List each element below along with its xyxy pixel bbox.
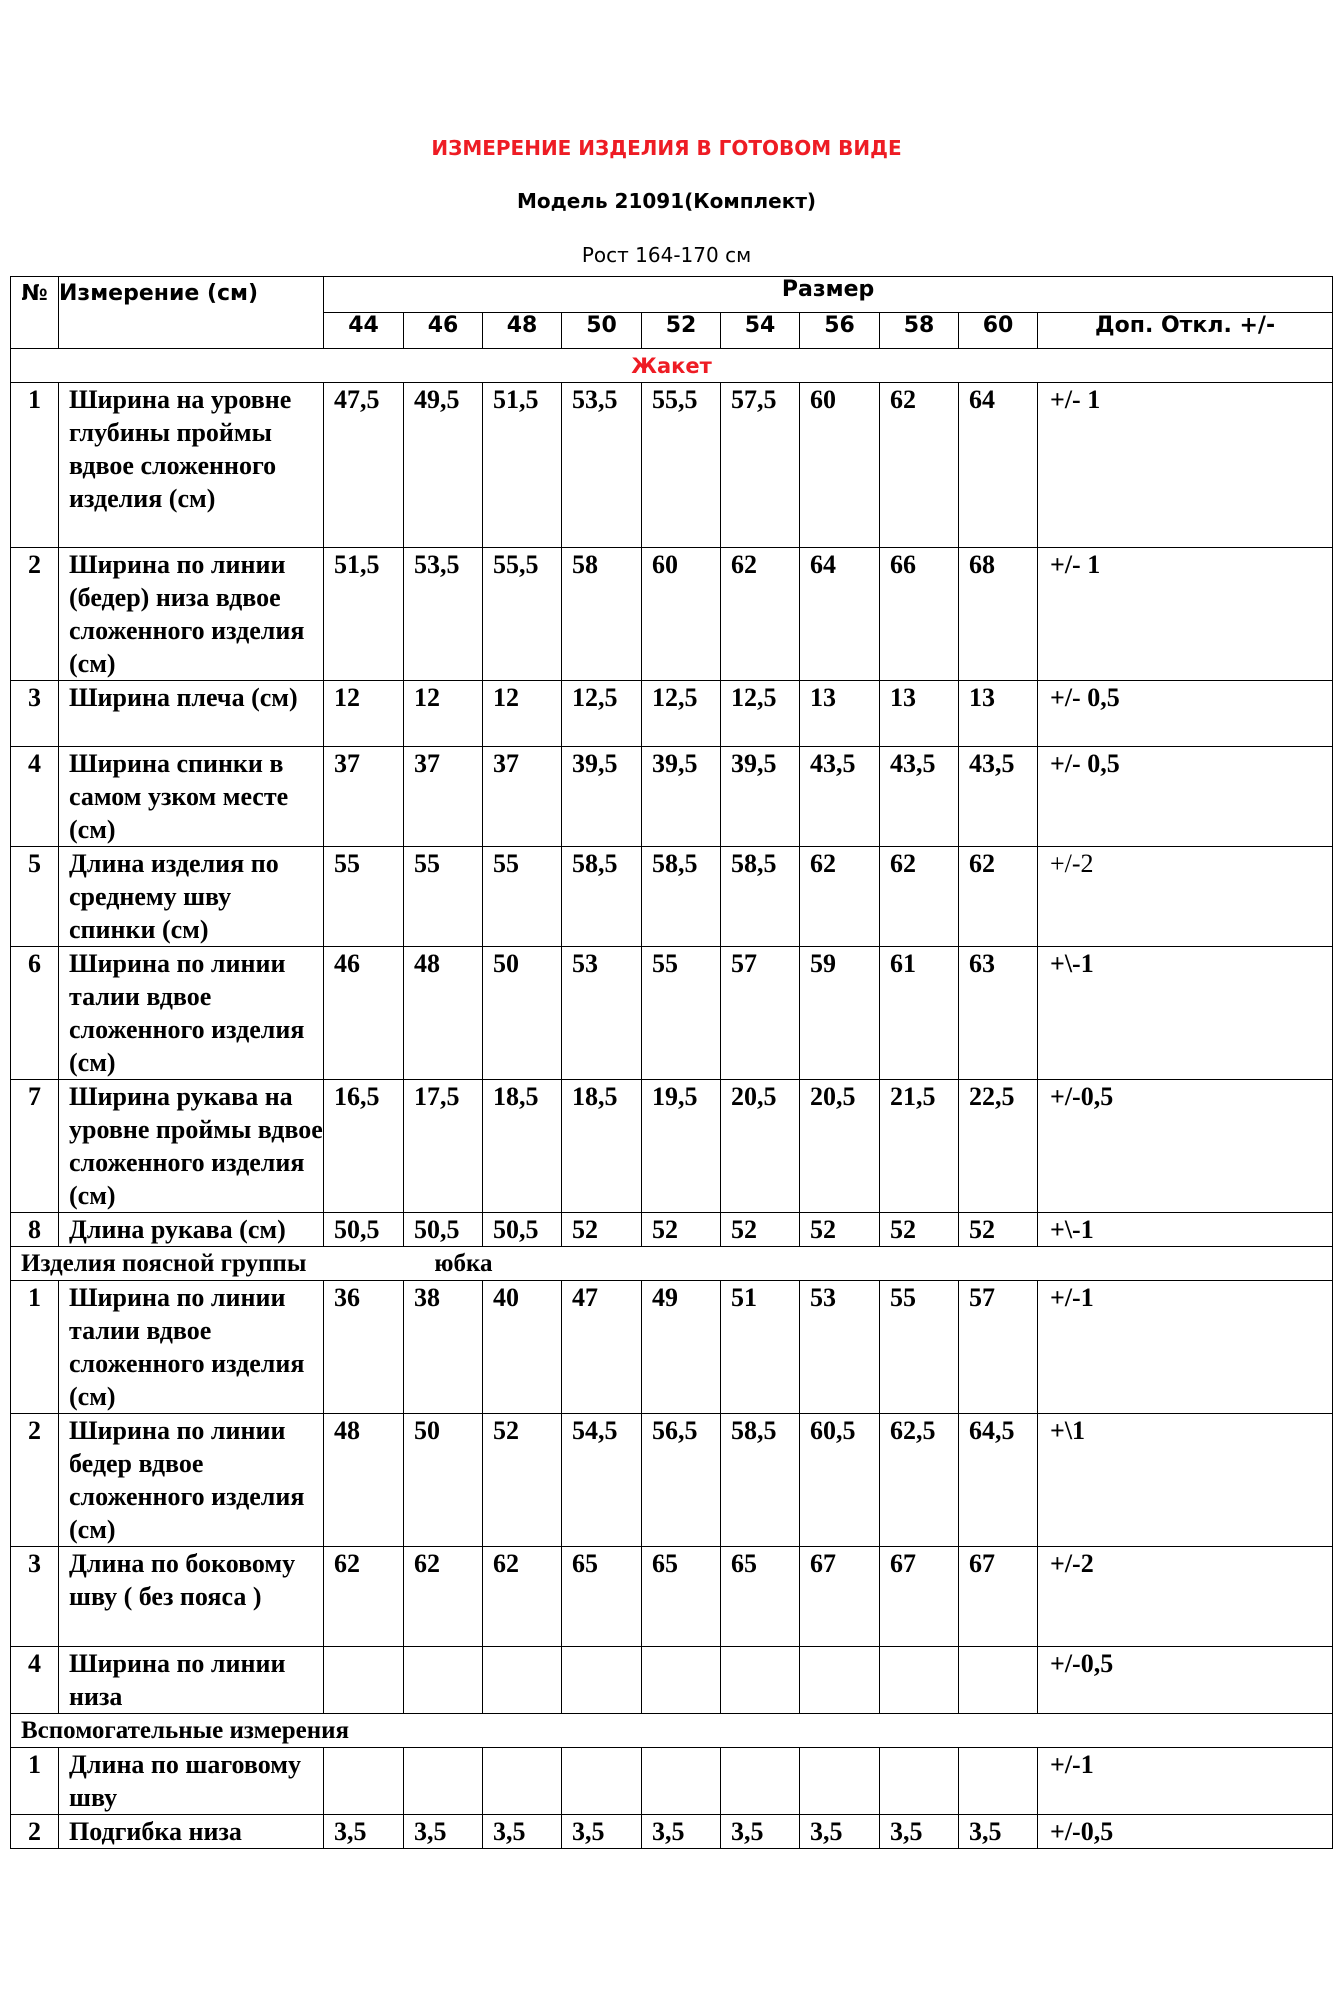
table-row <box>11 1080 1333 1213</box>
row-measurement: Длина по боковому шву ( без пояса ) <box>59 1547 324 1647</box>
row-measurement: Ширина по линии бедер вдвое сложенного изделия (см) <box>59 1414 324 1547</box>
row-measurement: Ширина спинки в самом узком месте (см) <box>59 747 324 847</box>
row-value-size-46: 53,5 <box>404 548 483 681</box>
row-value-size-52: 3,5 <box>642 1815 721 1849</box>
row-value-size-44: 62 <box>324 1547 404 1647</box>
row-value-size-52: 12,5 <box>642 681 721 747</box>
row-value-size-58: 3,5 <box>880 1815 959 1849</box>
row-value-size-46: 12 <box>404 681 483 747</box>
row-value-size-48: 50,5 <box>483 1213 562 1247</box>
row-value-size-50: 54,5 <box>562 1414 642 1547</box>
row-value-size-56: 43,5 <box>800 747 880 847</box>
row-value-size-60: 22,5 <box>959 1080 1038 1213</box>
row-number: 8 <box>11 1213 59 1247</box>
row-value-size-46 <box>404 1748 483 1815</box>
row-value-size-52: 52 <box>642 1213 721 1247</box>
row-value-size-44: 51,5 <box>324 548 404 681</box>
section-row <box>11 1247 1333 1281</box>
row-tolerance: +/-1 <box>1038 1748 1333 1815</box>
row-value-size-48: 3,5 <box>483 1815 562 1849</box>
row-value-size-54: 20,5 <box>721 1080 800 1213</box>
row-value-size-58: 62 <box>880 383 959 548</box>
row-tolerance: +/-2 <box>1038 847 1333 947</box>
row-value-size-60: 64 <box>959 383 1038 548</box>
row-number: 2 <box>11 1414 59 1547</box>
row-value-size-48: 40 <box>483 1281 562 1414</box>
row-value-size-52 <box>642 1748 721 1815</box>
row-value-size-50: 47 <box>562 1281 642 1414</box>
section-row <box>11 349 1333 383</box>
row-value-size-54 <box>721 1647 800 1714</box>
row-value-size-46: 49,5 <box>404 383 483 548</box>
row-value-size-48 <box>483 1647 562 1714</box>
row-value-size-58 <box>880 1748 959 1815</box>
row-value-size-58: 55 <box>880 1281 959 1414</box>
header-size-56: 56 <box>800 313 880 349</box>
row-value-size-60: 67 <box>959 1547 1038 1647</box>
row-value-size-58: 21,5 <box>880 1080 959 1213</box>
row-value-size-52: 19,5 <box>642 1080 721 1213</box>
row-value-size-44: 12 <box>324 681 404 747</box>
section-title <box>11 1714 1333 1748</box>
row-tolerance: +/- 0,5 <box>1038 681 1333 747</box>
row-value-size-56: 67 <box>800 1547 880 1647</box>
row-tolerance: +/- 0,5 <box>1038 747 1333 847</box>
table-row <box>11 1547 1333 1647</box>
header-number: № <box>11 277 59 349</box>
row-tolerance: +/- 1 <box>1038 548 1333 681</box>
row-value-size-50: 53 <box>562 947 642 1080</box>
section-title <box>11 1247 1333 1281</box>
row-value-size-58: 62 <box>880 847 959 947</box>
row-tolerance: +/-0,5 <box>1038 1080 1333 1213</box>
table-row <box>11 1815 1333 1849</box>
header-size-48: 48 <box>483 313 562 349</box>
measurement-table <box>10 276 1333 1849</box>
row-value-size-60 <box>959 1748 1038 1815</box>
row-value-size-52 <box>642 1647 721 1714</box>
row-value-size-48: 62 <box>483 1547 562 1647</box>
row-value-size-56: 53 <box>800 1281 880 1414</box>
table-row <box>11 847 1333 947</box>
document-title: ИЗМЕРЕНИЕ ИЗДЕЛИЯ В ГОТОВОМ ВИДЕ <box>431 136 902 160</box>
section-title: Жакет <box>11 349 1333 383</box>
row-value-size-46 <box>404 1647 483 1714</box>
row-value-size-56: 60,5 <box>800 1414 880 1547</box>
row-number: 2 <box>11 1815 59 1849</box>
header-size-46: 46 <box>404 313 483 349</box>
table-row <box>11 1213 1333 1247</box>
row-value-size-48: 55,5 <box>483 548 562 681</box>
row-value-size-46: 55 <box>404 847 483 947</box>
row-value-size-60 <box>959 1647 1038 1714</box>
row-value-size-44: 55 <box>324 847 404 947</box>
row-value-size-58: 62,5 <box>880 1414 959 1547</box>
table-row <box>11 1647 1333 1714</box>
row-value-size-58: 13 <box>880 681 959 747</box>
row-value-size-48 <box>483 1748 562 1815</box>
row-measurement: Ширина по линии талии вдвое сложенного изделия (см) <box>59 947 324 1080</box>
table-row <box>11 747 1333 847</box>
row-tolerance: +/-0,5 <box>1038 1647 1333 1714</box>
row-value-size-50: 53,5 <box>562 383 642 548</box>
row-measurement: Подгибка низа <box>59 1815 324 1849</box>
row-value-size-52: 39,5 <box>642 747 721 847</box>
row-value-size-46: 50,5 <box>404 1213 483 1247</box>
row-measurement: Длина изделия по среднему шву спинки (см) <box>59 847 324 947</box>
row-value-size-52: 49 <box>642 1281 721 1414</box>
row-value-size-56: 64 <box>800 548 880 681</box>
row-value-size-44: 16,5 <box>324 1080 404 1213</box>
header-measurement: Измерение (см) <box>59 277 324 349</box>
row-measurement: Ширина по линии талии вдвое сложенного изделия (см) <box>59 1281 324 1414</box>
row-value-size-48: 37 <box>483 747 562 847</box>
row-value-size-56: 3,5 <box>800 1815 880 1849</box>
row-value-size-48: 50 <box>483 947 562 1080</box>
header-size-50: 50 <box>562 313 642 349</box>
row-value-size-58: 61 <box>880 947 959 1080</box>
row-value-size-46: 37 <box>404 747 483 847</box>
row-value-size-44 <box>324 1748 404 1815</box>
row-value-size-48: 12 <box>483 681 562 747</box>
row-number: 1 <box>11 383 59 548</box>
row-tolerance: +\1 <box>1038 1414 1333 1547</box>
row-tolerance: +/-2 <box>1038 1547 1333 1647</box>
row-number: 3 <box>11 1547 59 1647</box>
row-value-size-60: 52 <box>959 1213 1038 1247</box>
row-value-size-54: 51 <box>721 1281 800 1414</box>
row-value-size-50: 18,5 <box>562 1080 642 1213</box>
height-label: Рост 164-170 см <box>581 243 752 267</box>
row-value-size-48: 51,5 <box>483 383 562 548</box>
table-row <box>11 548 1333 681</box>
row-value-size-56: 60 <box>800 383 880 548</box>
section-title-text: Вспомогательные измерения <box>21 1716 350 1744</box>
row-value-size-44 <box>324 1647 404 1714</box>
row-measurement: Ширина рукава на уровне проймы вдвое сложенного изделия (см) <box>59 1080 324 1213</box>
row-measurement: Длина рукава (см) <box>59 1213 324 1247</box>
row-measurement: Ширина по линии (бедер) низа вдвое сложенного изделия (см) <box>59 548 324 681</box>
row-number: 5 <box>11 847 59 947</box>
row-number: 2 <box>11 548 59 681</box>
section-row <box>11 1714 1333 1748</box>
row-value-size-46: 48 <box>404 947 483 1080</box>
row-number: 1 <box>11 1748 59 1815</box>
row-value-size-56 <box>800 1647 880 1714</box>
row-tolerance: +\-1 <box>1038 1213 1333 1247</box>
row-value-size-46: 62 <box>404 1547 483 1647</box>
row-value-size-54: 58,5 <box>721 1414 800 1547</box>
row-number: 6 <box>11 947 59 1080</box>
row-value-size-56: 62 <box>800 847 880 947</box>
row-value-size-44: 36 <box>324 1281 404 1414</box>
row-value-size-56: 59 <box>800 947 880 1080</box>
section-subtitle-text: юбка <box>434 1249 493 1277</box>
header-size-44: 44 <box>324 313 404 349</box>
row-value-size-44: 37 <box>324 747 404 847</box>
row-value-size-58: 43,5 <box>880 747 959 847</box>
row-value-size-44: 50,5 <box>324 1213 404 1247</box>
row-value-size-50 <box>562 1748 642 1815</box>
table-row <box>11 1414 1333 1547</box>
row-value-size-54: 58,5 <box>721 847 800 947</box>
row-value-size-50 <box>562 1647 642 1714</box>
row-tolerance: +\-1 <box>1038 947 1333 1080</box>
row-number: 3 <box>11 681 59 747</box>
row-value-size-46: 3,5 <box>404 1815 483 1849</box>
row-value-size-46: 50 <box>404 1414 483 1547</box>
header-row-top <box>11 277 1333 313</box>
row-value-size-54: 52 <box>721 1213 800 1247</box>
section-title-text: Изделия поясной группы <box>21 1249 307 1277</box>
header-size-60: 60 <box>959 313 1038 349</box>
header-size-54: 54 <box>721 313 800 349</box>
row-value-size-58: 66 <box>880 548 959 681</box>
row-value-size-44: 48 <box>324 1414 404 1547</box>
row-value-size-48: 52 <box>483 1414 562 1547</box>
row-value-size-58: 67 <box>880 1547 959 1647</box>
row-value-size-54: 39,5 <box>721 747 800 847</box>
row-value-size-48: 18,5 <box>483 1080 562 1213</box>
row-value-size-50: 3,5 <box>562 1815 642 1849</box>
row-measurement: Ширина по линии низа <box>59 1647 324 1714</box>
row-value-size-52: 58,5 <box>642 847 721 947</box>
row-value-size-44: 3,5 <box>324 1815 404 1849</box>
row-value-size-60: 64,5 <box>959 1414 1038 1547</box>
row-value-size-60: 13 <box>959 681 1038 747</box>
row-value-size-52: 55,5 <box>642 383 721 548</box>
model-label: Модель 21091(Комплект) <box>516 189 817 213</box>
row-value-size-48: 55 <box>483 847 562 947</box>
row-tolerance: +/-0,5 <box>1038 1815 1333 1849</box>
row-value-size-54: 57,5 <box>721 383 800 548</box>
row-value-size-56: 13 <box>800 681 880 747</box>
row-value-size-54: 3,5 <box>721 1815 800 1849</box>
row-measurement: Ширина плеча (см) <box>59 681 324 747</box>
row-value-size-54: 65 <box>721 1547 800 1647</box>
row-value-size-56 <box>800 1748 880 1815</box>
row-value-size-50: 12,5 <box>562 681 642 747</box>
row-value-size-54 <box>721 1748 800 1815</box>
row-value-size-44: 46 <box>324 947 404 1080</box>
row-value-size-46: 38 <box>404 1281 483 1414</box>
row-value-size-56: 52 <box>800 1213 880 1247</box>
row-value-size-50: 39,5 <box>562 747 642 847</box>
table-row <box>11 947 1333 1080</box>
row-value-size-50: 52 <box>562 1213 642 1247</box>
header-size: Размер <box>324 277 1333 313</box>
row-value-size-60: 63 <box>959 947 1038 1080</box>
table-row <box>11 681 1333 747</box>
row-value-size-50: 65 <box>562 1547 642 1647</box>
row-value-size-60: 62 <box>959 847 1038 947</box>
row-tolerance: +/-1 <box>1038 1281 1333 1414</box>
header-size-58: 58 <box>880 313 959 349</box>
row-value-size-60: 43,5 <box>959 747 1038 847</box>
row-value-size-60: 3,5 <box>959 1815 1038 1849</box>
row-tolerance: +/- 1 <box>1038 383 1333 548</box>
row-value-size-50: 58,5 <box>562 847 642 947</box>
row-measurement: Ширина на уровне глубины проймы вдвое сложенного изделия (см) <box>59 383 324 548</box>
row-number: 4 <box>11 747 59 847</box>
row-value-size-60: 57 <box>959 1281 1038 1414</box>
row-value-size-50: 58 <box>562 548 642 681</box>
row-value-size-54: 57 <box>721 947 800 1080</box>
row-value-size-52: 60 <box>642 548 721 681</box>
header-tolerance: Доп. Откл. +/- <box>1038 313 1333 349</box>
row-value-size-58 <box>880 1647 959 1714</box>
row-value-size-44: 47,5 <box>324 383 404 548</box>
row-value-size-52: 56,5 <box>642 1414 721 1547</box>
table-row <box>11 383 1333 548</box>
row-value-size-52: 55 <box>642 947 721 1080</box>
row-value-size-54: 62 <box>721 548 800 681</box>
table-row <box>11 1281 1333 1414</box>
row-value-size-54: 12,5 <box>721 681 800 747</box>
row-value-size-60: 68 <box>959 548 1038 681</box>
row-number: 1 <box>11 1281 59 1414</box>
row-value-size-58: 52 <box>880 1213 959 1247</box>
row-value-size-56: 20,5 <box>800 1080 880 1213</box>
header-size-52: 52 <box>642 313 721 349</box>
row-measurement: Длина по шаговому шву <box>59 1748 324 1815</box>
table-row <box>11 1748 1333 1815</box>
row-number: 7 <box>11 1080 59 1213</box>
row-value-size-52: 65 <box>642 1547 721 1647</box>
row-number: 4 <box>11 1647 59 1714</box>
row-value-size-46: 17,5 <box>404 1080 483 1213</box>
